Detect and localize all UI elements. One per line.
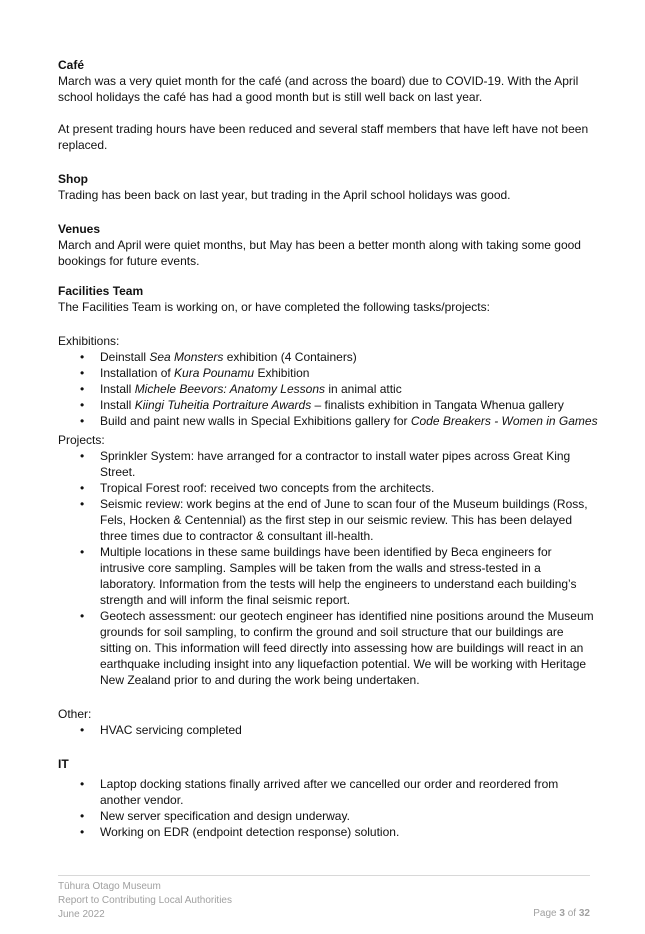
cafe-paragraph-1: March was a very quiet month for the café (and across the board) due to COVID-19. With the April school holidays the café has had a good month but is still well back on last year. (58, 74, 579, 104)
document-body (58, 57, 598, 840)
other-list (58, 722, 598, 738)
list-item: • Working on EDR (endpoint detection response) solution. (58, 824, 598, 840)
footer-date: June 2022 (58, 909, 105, 920)
list-item: • Multiple locations in these same buildings have been identified by Beca engineers for intrusive core sampling. Samples will be taken from the walls and stress-tested in a laboratory. Information from the tests will help the engineers to understand each building’s strength and will inform the final seismic report. (58, 544, 598, 608)
list-item: • Install Kiingi Tuheitia Portraiture Awards – finalists exhibition in Tangata Whenua gallery (58, 397, 598, 413)
list-item: • Install Michele Beevors: Anatomy Lessons in animal attic (58, 381, 598, 397)
projects-list (58, 448, 598, 688)
facilities-heading: Facilities Team (58, 284, 144, 298)
other-label: Other: (58, 707, 92, 721)
list-item: • Build and paint new walls in Special Exhibitions gallery for Code Breakers - Women in Games (58, 413, 598, 429)
it-list (58, 776, 598, 840)
page-footer (58, 875, 590, 922)
exhibitions-list (58, 349, 598, 429)
exhibitions-label: Exhibitions: (58, 334, 120, 348)
footer-organisation: Tūhura Otago Museum (58, 881, 161, 892)
list-item: • Seismic review: work begins at the end of June to scan four of the Museum buildings (Ross, Fels, Hocken & Centennial) as the first step in our seismic review. This has been delayed three times due to contractor & consultant ill-health. (58, 496, 598, 544)
shop-paragraph: Trading has been back on last year, but trading in the April school holidays was good. (58, 188, 511, 202)
list-item: • Deinstall Sea Monsters exhibition (4 Containers) (58, 349, 598, 365)
list-item: • Installation of Kura Pounamu Exhibition (58, 365, 598, 381)
page-number: Page 3 of 32 (533, 908, 590, 919)
venues-paragraph: March and April were quiet months, but May has been a better month along with taking some good bookings for future events. (58, 238, 581, 268)
cafe-heading: Café (58, 58, 85, 72)
list-item: • Geotech assessment: our geotech engineer has identified nine positions around the Museum grounds for soil sampling, to confirm the ground and soil structure that our buildings are sitting on. This information will feed directly into assessing how are buildings will react in an earthquake including insight into any liquefaction potential. We will be working with Heritage New Zealand prior to and during the work being undertaken. (58, 608, 598, 688)
list-item: • Laptop docking stations finally arrived after we cancelled our order and reordered from another vendor. (58, 776, 598, 808)
facilities-intro: The Facilities Team is working on, or have completed the following tasks/projects: (58, 300, 490, 314)
venues-heading: Venues (58, 222, 101, 236)
list-item: • New server specification and design underway. (58, 808, 598, 824)
cafe-paragraph-2: At present trading hours have been reduced and several staff members that have left have not been replaced. (58, 122, 589, 152)
list-item: • HVAC servicing completed (58, 722, 598, 738)
list-item: • Tropical Forest roof: received two concepts from the architects. (58, 480, 598, 496)
shop-heading: Shop (58, 172, 88, 186)
list-item: • Sprinkler System: have arranged for a contractor to install water pipes across Great King Street. (58, 448, 598, 480)
it-heading: IT (58, 757, 69, 771)
projects-label: Projects: (58, 433, 105, 447)
footer-report-title: Report to Contributing Local Authorities (58, 895, 232, 906)
